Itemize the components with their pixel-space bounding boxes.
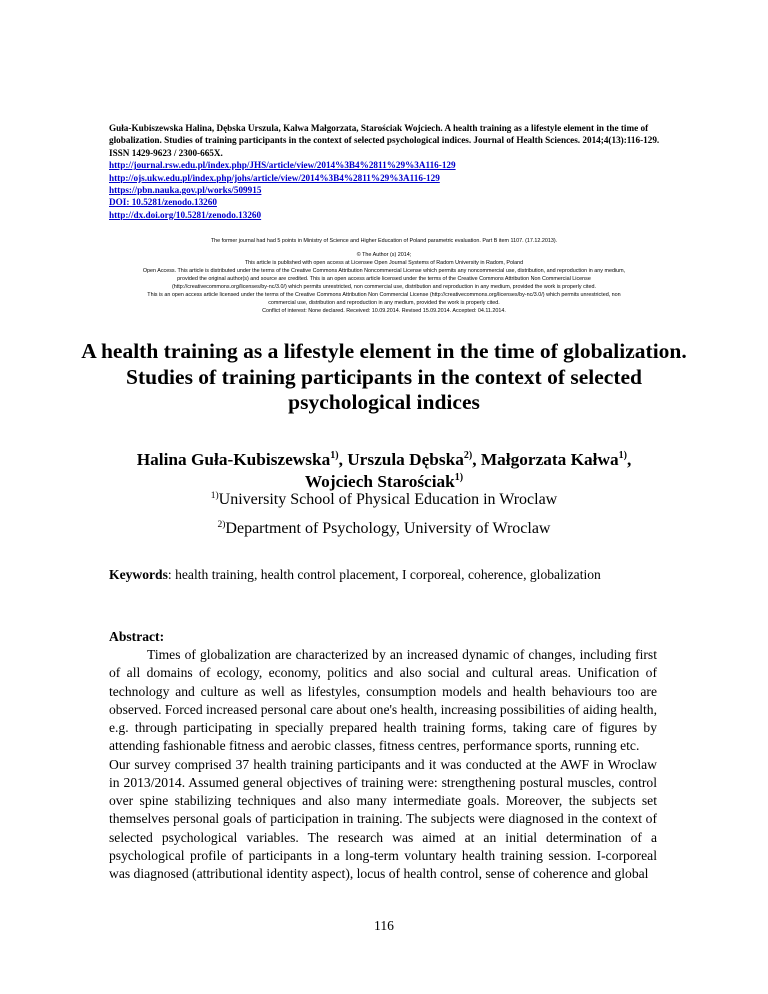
license-line: provided the original author(s) and source are credited. This is an open access article licensed under the terms of the Creative Commons Attribution Non Commercial License [177,275,591,282]
license-line: Open Access. This article is distributed under the terms of the Creative Commons Attribution Noncommercial License which permits any noncommercial use, distribution, and reproduction in any medium, [142,267,626,274]
author-separator: , [338,450,348,469]
abstract-paragraph: Times of globalization are characterized by an increased dynamic of changes, including first of all domains of ecology, economy, politics and also social and cultural areas. Unification of technology and culture as well as lifestyles, consumption models and health behaviours too are observed. Forced increased personal care about one's health, increasing possibilities of aiding health, e.g. through participating in specially prepared health training forms, taking care of figures by attending fashionable fitness and aerobic classes, fitness centres, performance sports, running etc. [109,647,657,754]
author-name: Wojciech Starościak [304,472,455,491]
abstract-body [109,646,657,883]
author-affiliation-mark: 1) [330,450,339,461]
license-line: Conflict of interest: None declared. Received: 10.09.2014. Revised 15.09.2014. Accepted: 04.11.2014. [262,307,506,314]
license-line: © The Author (s) 2014; [356,252,412,258]
keywords-text: : health training, health control placement, I corporeal, coherence, globalization [167,567,601,582]
affiliation-text: Department of Psychology, University of Wroclaw [225,520,551,537]
author-list [84,449,684,493]
affiliation-mark: 2) [217,520,226,530]
keywords [109,566,669,584]
author-name: Małgorzata Kałwa [480,450,619,469]
affiliation-text: University School of Physical Education in Wroclaw [218,491,558,508]
affiliation-1 [84,490,684,510]
author-name: Urszula Dębska [347,450,464,469]
affiliation-2 [84,519,684,539]
ojs-link[interactable]: http://ojs.ukw.edu.pl/index.php/johs/article/view/2014%3B4%2811%29%3A116-129 [109,172,440,183]
author-affiliation-mark: 1) [454,472,464,483]
doi-url-link[interactable]: http://dx.doi.org/10.5281/zenodo.13260 [109,209,262,220]
former-journal-note: The former journal had had 5 points in Ministry of Science and Higher Education of Poland parametric evaluation. Part B item 1107. (17.12.2013). [210,238,558,244]
license-block [52,252,716,316]
license-line: commercial use, distribution and reproduction in any medium, provided the work is properly cited. [268,299,500,306]
article-title: A health training as a lifestyle element in the time of globalization. Studies of training participants in the context of selected psychological indices [81,339,687,414]
journal-link[interactable]: http://journal.rsw.edu.pl/index.php/JHS/article/view/2014%3B4%2811%29%3A116-129 [109,160,456,171]
author-name: Halina Guła-Kubiszewska [136,450,331,469]
affiliation-mark: 1) [210,491,219,501]
author-affiliation-mark: 1) [618,450,627,461]
abstract-heading: Abstract: [109,629,165,644]
license-line: This is an open access article licensed under the terms of the Creative Commons Attribution Non Commercial License (http://creativecommons.org/licenses/by-nc/3.0/) which permits unrestricted, non [147,291,621,298]
abstract-paragraph: Our survey comprised 37 health training participants and it was conducted at the AWF in Wroclaw in 2013/2014. Assumed general objectives of training were: strengthening postural muscles, control over spine stabilizing techniques and also many intermediate goals. Moreover, the subjects set themselves personal goals of participation in training. The subjects were diagnosed in the context of selected psychological variables. The research was aimed at an initial determination of a psychological profile of participants in a long-term voluntary health training session. I-corporeal was diagnosed (attributional identity aspect), locus of health control, sense of coherence and global [109,756,657,881]
keywords-label: Keywords [109,567,168,582]
license-line: (http://creativecommons.org/licenses/by-nc/3.0/) which permits unrestricted, non commercial use, distribution and reproduction in any medium, provided the work is properly cited. [172,283,596,290]
citation-text: Guła-Kubiszewska Halina, Dębska Urszula, Kalwa Małgorzata, Starościak Wojciech. A health training as a lifestyle element in the time of globalization. Studies of training participants in the context of selected psychological indices. Journal of Health Sciences. 2014;4(13):116-129. ISSN 1429-9623 / 2300-665X. [109,123,660,158]
license-line: This article is published with open access at Licensee Open Journal Systems of Radom University in Radom, Poland [244,259,524,266]
page-number: 116 [374,918,394,933]
doi-text-link[interactable]: DOI: 10.5281/zenodo.13260 [109,197,217,208]
author-separator: , [626,450,632,469]
author-separator: , [472,450,481,469]
author-affiliation-mark: 2) [463,450,473,461]
pbn-link[interactable]: https://pbn.nauka.gov.pl/works/509915 [109,185,262,196]
citation-block [109,122,679,221]
